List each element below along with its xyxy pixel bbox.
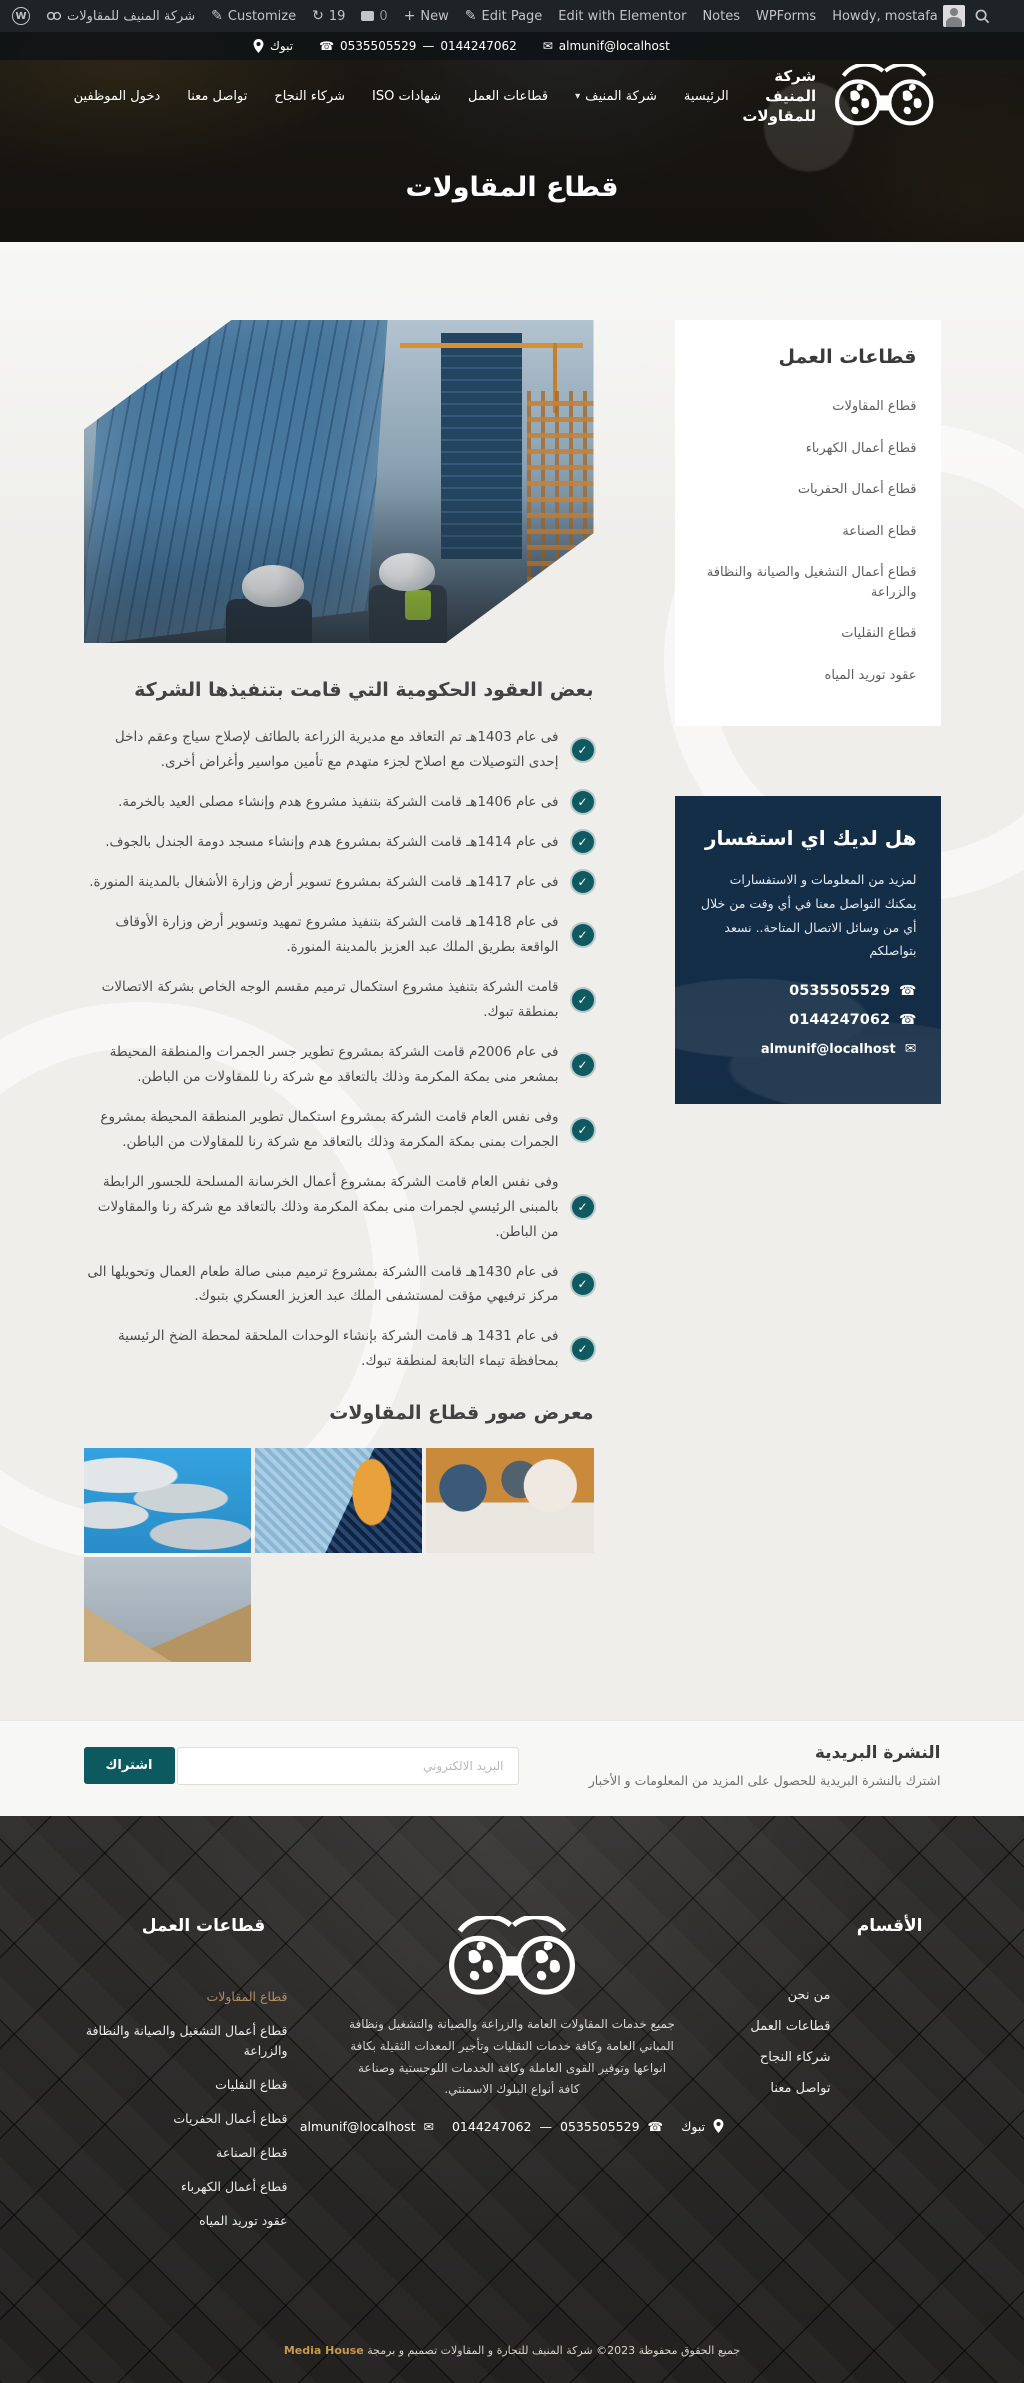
separator: — [539, 2118, 553, 2134]
check-icon [572, 871, 594, 893]
check-icon [572, 989, 594, 1011]
new-content-menu[interactable]: + New [403, 8, 449, 24]
wpforms-menu[interactable]: WPForms [755, 8, 817, 24]
contract-item: ✓ فى عام 1417هـ قامت الشركة بمشروع تسوير أرض وزارة الأشغال بالمدينة المنورة. [84, 870, 594, 895]
edit-with-elementor-menu[interactable]: Edit with Elementor [558, 8, 687, 24]
footer-sectors-list [84, 1980, 324, 2238]
footer-sector-link[interactable]: قطاع المقاولات [206, 1989, 288, 2005]
nav-item[interactable]: الرئيسية [683, 88, 729, 104]
check-icon [572, 739, 594, 761]
main-content [84, 320, 594, 1662]
location-pin-icon [253, 39, 264, 53]
edit-page-menu[interactable]: ✎ Edit Page [464, 8, 543, 24]
search-icon [975, 9, 990, 24]
gallery-grid [84, 1448, 594, 1662]
widget-title: قطاعات العمل [778, 346, 917, 368]
footer [0, 1816, 1024, 2383]
my-account-menu[interactable]: Howdy, mostafa [832, 5, 965, 27]
contract-item: ✓ فى عام 1430هـ قامت االشركة بمشروع ترميم مبنى صالة طعام العمال وتحويلها الى مركز ترفيهي مؤقت لمستشفى الملك عبد العزيز العسكري بتبوك. [84, 1260, 594, 1310]
plus-icon: + [403, 8, 416, 24]
footer-section-link[interactable]: قطاعات العمل [750, 2019, 831, 2035]
phone-item[interactable]: 0144247062 — 0535505529 ☎ [451, 2118, 664, 2134]
work-sector-link[interactable]: قطاع أعمال التشغيل والصيانة والنظافة والزراعة [706, 565, 917, 600]
footer-sector-link[interactable]: عقود توريد المياه [199, 2213, 288, 2229]
check-icon [572, 1054, 594, 1076]
page-content [0, 242, 1024, 1720]
nav-item[interactable]: تواصل معنا [187, 88, 248, 104]
footer-sections-title: الأقسام [856, 1916, 923, 1937]
check-icon [572, 924, 594, 946]
subscribe-button[interactable]: اشتراك [84, 1747, 175, 1784]
nav-item[interactable]: شركة المنيف ▾ [575, 88, 657, 104]
newsletter-section [0, 1720, 1024, 1816]
email-icon: ✉ [423, 2118, 434, 2134]
work-sectors-list [699, 386, 917, 696]
phone-item[interactable]: ☎ 0535505529 — 0144247062 [319, 39, 517, 53]
site-header [0, 60, 1024, 132]
avatar [943, 5, 965, 27]
gallery-image-team-meeting[interactable] [426, 1448, 593, 1553]
footer-section-link[interactable]: شركاء النجاح [759, 2050, 831, 2066]
work-sector-link[interactable]: قطاع النقليات [841, 626, 917, 641]
sector-featured-image [84, 320, 594, 643]
work-sector-link[interactable]: قطاع المقاولات [832, 399, 917, 414]
company-logo-icon [828, 64, 940, 128]
footer-sections-list [701, 1980, 941, 2104]
footer-section-link[interactable]: تواصل معنا [770, 2081, 831, 2097]
main-nav [0, 89, 729, 104]
check-icon [572, 1338, 594, 1360]
footer-sector-link[interactable]: قطاع النقليات [215, 2077, 288, 2093]
page-title: قطاع المقاولات [405, 171, 619, 203]
check-icon [572, 791, 594, 813]
phone-icon: ☎ [899, 1012, 917, 1028]
comments-menu[interactable]: 0 [361, 9, 387, 24]
contracts-list [84, 725, 594, 1374]
inquiry-title: هل لديك اي استفسار [705, 826, 917, 850]
phone-icon: ☎ [319, 39, 335, 53]
wp-logo-menu[interactable] [12, 7, 30, 25]
work-sector-link[interactable]: قطاع الصناعة [842, 523, 917, 539]
location-item: تبوك [681, 2119, 724, 2134]
location-item: تبوك [253, 39, 293, 53]
footer-about-column [299, 1916, 706, 2134]
separator: — [422, 39, 435, 53]
sidebar [675, 320, 941, 1104]
contract-item: ✓ فى عام 1431 هـ قامت الشركة بإنشاء الوحدات الملحقة لمحطة الضخ الرئيسية بمحافظة تيماء التابعة لمنطقة تبوك. [84, 1324, 594, 1374]
copyright: جميع الحقوق محفوظة 2023© شركة المنيف للتجارة و المقاولات تصميم و برمجة Media House [283, 2344, 741, 2358]
pencil-icon: ✎ [464, 8, 477, 24]
footer-about-text: جميع خدمات المقاولات العامة والزراعة والصيانة والتشغيل ونظافة المباني العامة وكافة خدمات النقليات وتأجير المعدات الثقيلة بكافة انواعها وتوفير القوى العاملة وكافة الخدمات اللوجستية وصناعة كافة أنواع البلوك الاسمنتي. [349, 2017, 675, 2097]
email-item[interactable]: ✉ almunif@localhost [542, 39, 670, 53]
gallery-image-opera-sails[interactable] [84, 1557, 251, 1662]
contract-item: ✓ وفى نفس العام قامت الشركة بمشروع استكمال تطوير المنطقة المحيطة بمشروع الجمرات بمنى بمكة المكرمة وذلك بالتعاقد مع شركة رنا للمقاولات من الباطن. [84, 1105, 594, 1155]
footer-sector-link[interactable]: قطاع الصناعة [216, 2145, 288, 2161]
work-sector-link[interactable]: قطاع أعمال الكهرباء [805, 440, 917, 456]
gallery-image-umbrella-structures[interactable] [84, 1448, 251, 1553]
site-name-menu[interactable]: شركة المنيف للمقاولات [46, 8, 195, 24]
comments-icon [361, 11, 374, 21]
email-icon: ✉ [904, 1041, 917, 1057]
location-pin-icon [713, 2119, 724, 2133]
inquiry-phone-2[interactable]: 0144247062 ☎ [789, 1012, 917, 1028]
contracts-title: بعض العقود الحكومية التي قامت بتنفيذها الشركة [134, 679, 594, 701]
phone-icon: ☎ [647, 2118, 664, 2134]
footer-sectors-title: قطاعات العمل [141, 1916, 266, 1937]
footer-contact-row [299, 2118, 706, 2134]
work-sector-link[interactable]: قطاع أعمال الحفريات [797, 482, 917, 497]
site-icon [46, 8, 62, 24]
wp-admin-bar [0, 0, 1024, 32]
check-icon [572, 1196, 594, 1218]
media-house-credit[interactable]: Media House [283, 2344, 364, 2358]
work-sector-link[interactable]: عقود توريد المياه [824, 667, 917, 683]
brush-icon: ✎ [211, 8, 223, 24]
footer-sectors-column [84, 1916, 324, 2238]
inquiry-text: لمزيد من المعلومات و الاستفسارات يمكنك التواصل معنا في أي وقت من خلال أي من وسائل الاتصال المتاحة.. نسعد بتواصلكم [700, 872, 917, 959]
contract-item: ✓ فى عام 1406هـ قامت الشركة بتنفيذ مشروع هدم وإنشاء مصلى العيد بالخرمة. [84, 790, 594, 815]
update-icon: ↻ [312, 8, 324, 24]
gallery-image-roof-worker[interactable] [255, 1448, 422, 1553]
chevron-down-icon: ▾ [575, 90, 581, 102]
updates-menu[interactable]: ↻ 19 [312, 8, 346, 24]
check-icon [572, 1119, 594, 1141]
contract-item: ✓ فى عام 1418هـ قامت الشركة بتنفيذ مشروع تمهيد وتسوير أرض وزارة الأوقاف الواقعة بطريق الملك عبد العزيز بالمدينة المنورة. [84, 910, 594, 960]
nav-item[interactable]: شهادات ISO [372, 88, 441, 104]
search-button[interactable] [975, 9, 990, 24]
contract-item: ✓ فى عام 2006م قامت الشركة بمشروع تطوير جسر الجمرات والمنطقة المحيطة بمشعر منى بمكة المكرمة وذلك بالتعاقد مع شركة رنا للمقاولات من الباطن. [84, 1040, 594, 1090]
footer-sections-column [701, 1916, 941, 2104]
check-icon [572, 831, 594, 853]
contract-item: ✓ فى عام 1403هـ تم التعاقد مع مديرية الزراعة بالطائف لإصلاح سياج وعقم داخل إحدى التوصيلات مع اصلاح لجزء متهدم مع تأمين مواسير وأغراض أخرى. [84, 725, 594, 775]
contract-item: ✓ وفى نفس العام قامت الشركة بمشروع أعمال الخرسانة المسلحة للجسور الرابطة بالمبنى الرئيسي لجمرات منى بمكة المكرمة وذلك بالتعاقد مع شركة رنا والمقاولات من الباطن. [84, 1170, 594, 1245]
email-icon: ✉ [542, 39, 553, 53]
inquiry-widget [675, 796, 941, 1104]
logo-text: شركة المنيف للمقاولات [742, 66, 817, 126]
footer-section-link[interactable]: من نحن [787, 1988, 831, 2004]
email-item[interactable]: almunif@localhost ✉ [299, 2118, 434, 2134]
footer-sector-link[interactable]: قطاع أعمال الكهرباء [180, 2179, 288, 2195]
site-logo[interactable] [729, 64, 941, 128]
newsletter-subtitle: اشترك بالنشرة البريدية للحصول على المزيد من المعلومات و الأخبار [588, 1773, 941, 1789]
phone-icon: ☎ [899, 983, 917, 999]
newsletter-form [84, 1747, 519, 1785]
customize-menu[interactable]: ✎ Customize [211, 8, 297, 24]
company-logo-icon [437, 1916, 587, 1998]
newsletter-title: النشرة البريدية [814, 1743, 941, 1764]
wordpress-icon [12, 7, 30, 25]
nav-item[interactable]: دخول الموظفين [73, 88, 161, 104]
nav-item[interactable]: قطاعات العمل [467, 88, 549, 104]
inquiry-email[interactable]: almunif@localhost ✉ [760, 1041, 917, 1057]
check-icon [572, 1273, 594, 1295]
gallery-title: معرض صور قطاع المقاولات [329, 1402, 594, 1425]
nav-item[interactable]: شركاء النجاح [274, 88, 346, 104]
work-sectors-widget [675, 320, 941, 726]
top-contact-bar [0, 32, 1024, 60]
notes-menu[interactable]: Notes [702, 8, 740, 24]
footer-sector-link[interactable]: قطاع أعمال التشغيل والصيانة والنظافة والزراعة [85, 2023, 288, 2059]
contract-item: ✓ فى عام 1414هـ قامت الشركة بمشروع هدم وإنشاء مسجد دومة الجندل بالجوف. [84, 830, 594, 855]
inquiry-phone-1[interactable]: 0535505529 ☎ [789, 983, 917, 999]
email-input[interactable] [177, 1747, 519, 1785]
footer-sector-link[interactable]: قطاع أعمال الحفريات [173, 2111, 288, 2127]
hero-banner [0, 32, 1024, 242]
contract-item: ✓ قامت الشركة بتنفيذ مشروع استكمال ترميم مقسم الوجه الخاص بشركة الاتصالات بمنطقة تبوك. [84, 975, 594, 1025]
